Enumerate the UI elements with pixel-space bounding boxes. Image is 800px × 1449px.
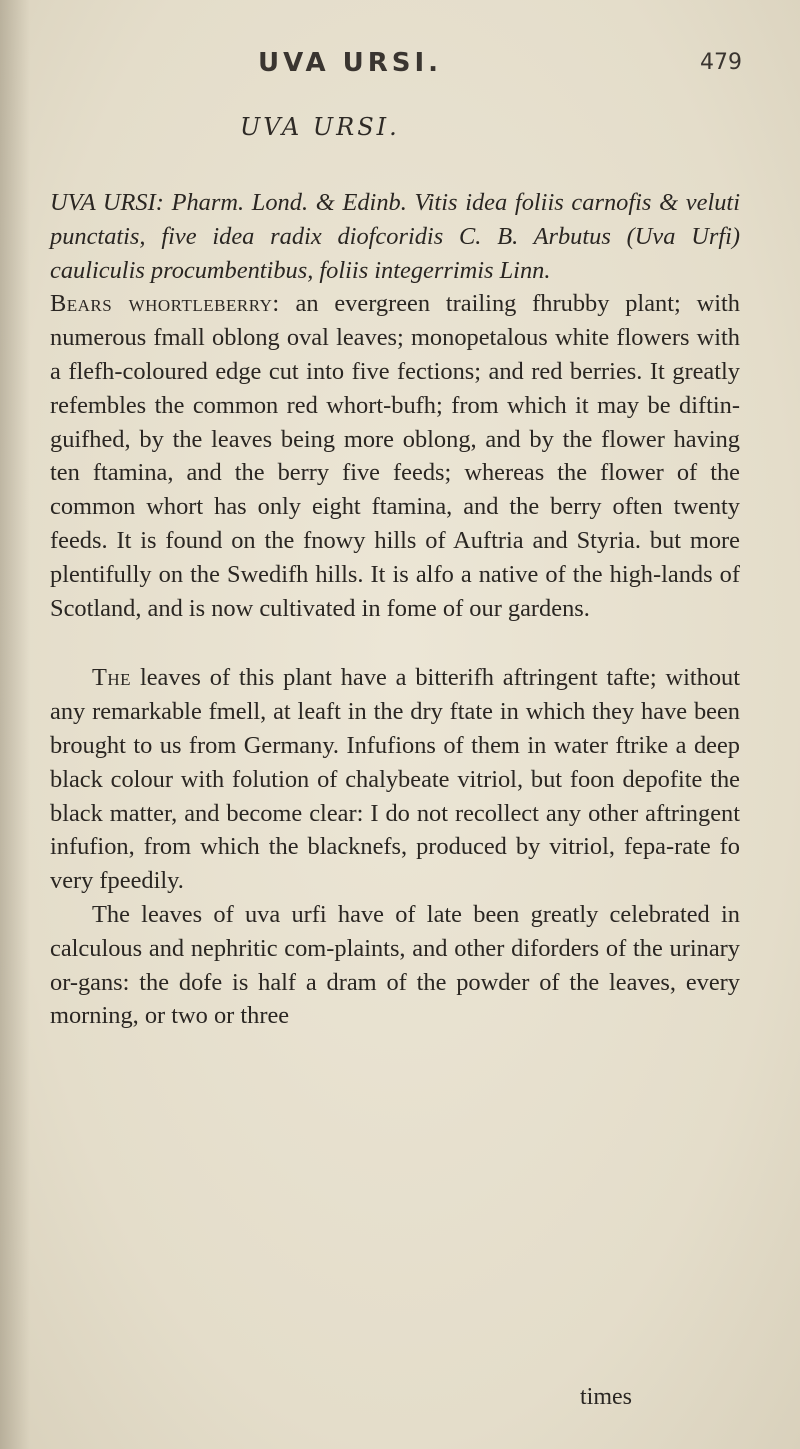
uses-paragraph: The leaves of uva urfi have of late been greatly celebrated in calculous and nephritic com-plaints, and other diforders of the urinary or-gans: the dofe is half a dram of the powder of the leaves, every morning, or two or three <box>50 900 740 1030</box>
description-paragraph <box>50 287 740 625</box>
virtues-text: leaves of this plant have a bitterifh aftringent tafte; without any remarkable fmell, at leaft in the dry ftate in which they have been brought to us from Germany. Infufions of them in water ftrike a deep black colour with folution of chalybeate vitriol, but foon depofite the black matter, and become clear: I do not recollect any other aftringent infufion, from which the blacknefs, produced by vitriol, fepa-rate fo very fpeedily. <box>50 664 740 895</box>
virtues-lead: The <box>92 664 132 692</box>
article-title: UVA URSI. <box>240 113 400 141</box>
virtues-paragraph <box>50 661 740 898</box>
page-number: 479 <box>700 50 742 75</box>
gutter-shadow <box>0 0 30 1449</box>
synonymy-paragraph: UVA URSI: Pharm. Lond. & Edinb. Vitis idea foliis carnofis & veluti punctatis, five idea radix diofcoridis C. B. Arbutus (Uva Urfi) cauliculis procumbentibus, foliis integerrimis Linn. <box>50 189 740 284</box>
running-head: UVA URSI. <box>257 48 443 78</box>
catchword: times <box>580 1384 632 1410</box>
description-lead: Bears whortleberry: <box>50 290 280 318</box>
description-text: an evergreen trailing fhrubby plant; with numerous fmall oblong oval leaves; monopetalous white flowers with a flefh-coloured edge cut into five fections; and red berries. It greatly refembles the common red whort-bufh; from which it may be diftin-guifhed, by the leaves being more oblong, and by the flower having ten ftamina, and the berry five feeds; whereas the flower of the common whort has only eight ftamina, and the berry often twenty feeds. It is found on the fnowy hills of Auftria and Styria. but more plentifully on the Swedifh hills. It is alfo a native of the high-lands of Scotland, and is now cultivated in fome of our gardens. <box>50 290 740 622</box>
article-body <box>50 186 740 1033</box>
